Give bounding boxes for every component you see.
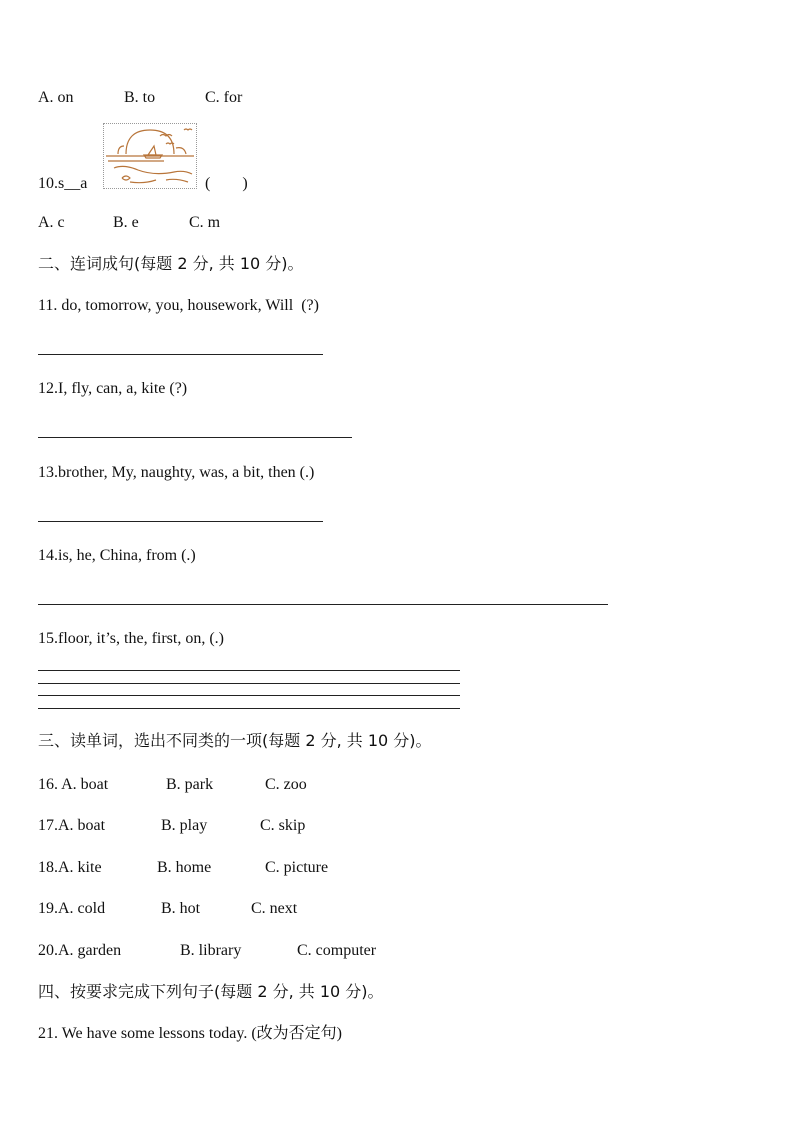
q17-option-c: C. skip bbox=[260, 817, 306, 834]
q9-option-a: A. on bbox=[38, 89, 74, 106]
q15-answer-line-3[interactable] bbox=[38, 695, 460, 696]
q12-text: 12.I, fly, can, a, kite (?) bbox=[38, 380, 188, 397]
q10-option-a: A. c bbox=[38, 214, 65, 231]
q10-option-c: C. m bbox=[189, 214, 221, 231]
q18-option-a: 18.A. kite bbox=[38, 859, 102, 876]
q15-answer-line-1[interactable] bbox=[38, 670, 460, 671]
q20-option-b: B. library bbox=[180, 942, 242, 959]
q16-option-a: 16. A. boat bbox=[38, 776, 109, 793]
section2-title: 二、连词成句(每题 2 分, 共 10 分)。 bbox=[38, 254, 304, 273]
q21-text: 21. We have some lessons today. (改为否定句) bbox=[38, 1025, 343, 1042]
q12-answer-line[interactable] bbox=[38, 437, 352, 438]
q9-option-c: C. for bbox=[205, 89, 243, 106]
q15-answer-line-4[interactable] bbox=[38, 708, 460, 709]
q10-option-b: B. e bbox=[113, 214, 139, 231]
q18-option-b: B. home bbox=[157, 859, 212, 876]
q15-text: 15.floor, it’s, the, first, on, (.) bbox=[38, 630, 224, 647]
q10-answer-paren: ( ) bbox=[205, 175, 248, 192]
q16-option-c: C. zoo bbox=[265, 776, 307, 793]
q11-text: 11. do, tomorrow, you, housework, Will (?) bbox=[38, 297, 319, 314]
q10-stem: 10.s__a bbox=[38, 175, 88, 192]
q15-answer-line-2[interactable] bbox=[38, 683, 460, 684]
q14-text: 14.is, he, China, from (.) bbox=[38, 547, 196, 564]
q16-option-b: B. park bbox=[166, 776, 214, 793]
section4-title: 四、按要求完成下列句子(每题 2 分, 共 10 分)。 bbox=[38, 982, 384, 1001]
q20-option-c: C. computer bbox=[297, 942, 377, 959]
q17-option-a: 17.A. boat bbox=[38, 817, 106, 834]
q14-answer-line[interactable] bbox=[38, 604, 608, 605]
q18-option-c: C. picture bbox=[265, 859, 329, 876]
q19-option-a: 19.A. cold bbox=[38, 900, 106, 917]
sunset-boat-icon bbox=[103, 123, 197, 189]
q17-option-b: B. play bbox=[161, 817, 208, 834]
q19-option-c: C. next bbox=[251, 900, 298, 917]
q9-option-b: B. to bbox=[124, 89, 156, 106]
section3-title: 三、读单词，选出不同类的一项(每题 2 分, 共 10 分)。 bbox=[38, 731, 432, 750]
q19-option-b: B. hot bbox=[161, 900, 201, 917]
q11-answer-line[interactable] bbox=[38, 354, 323, 355]
q20-option-a: 20.A. garden bbox=[38, 942, 122, 959]
q13-answer-line[interactable] bbox=[38, 521, 323, 522]
q13-text: 13.brother, My, naughty, was, a bit, then (.) bbox=[38, 464, 315, 481]
